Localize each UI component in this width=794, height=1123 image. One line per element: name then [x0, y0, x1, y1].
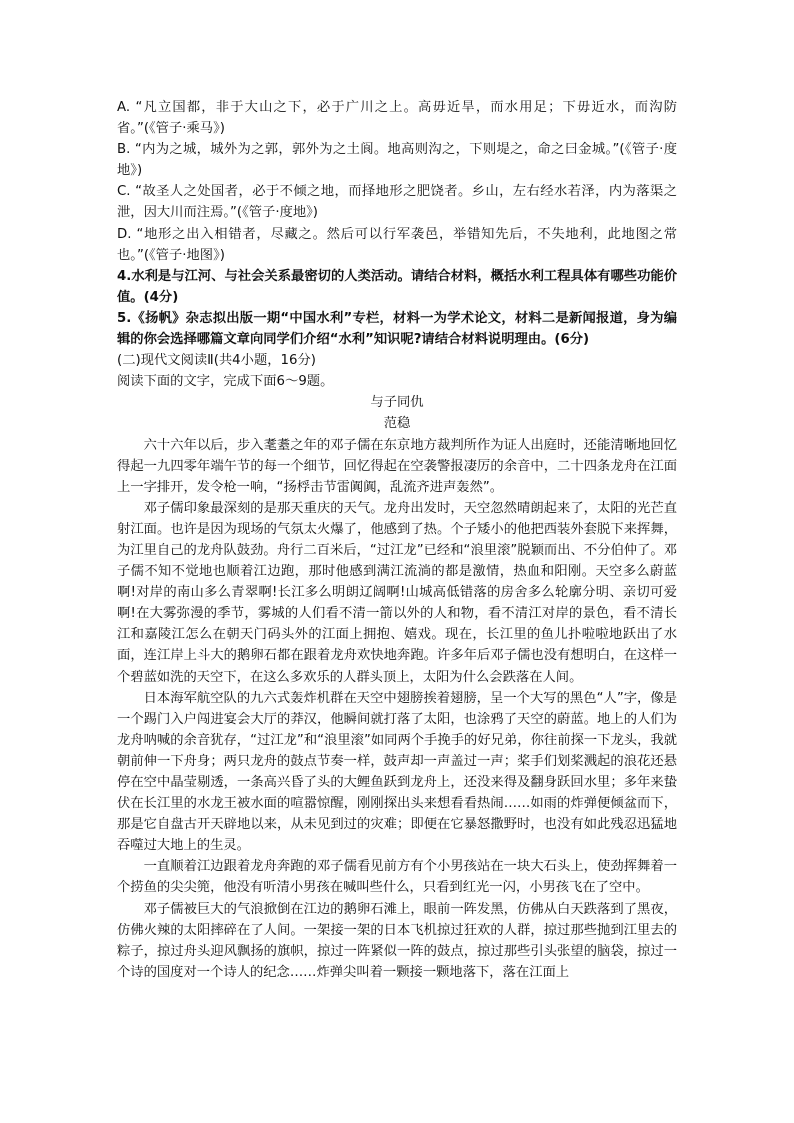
section-heading: (二)现代文阅读Ⅱ(共4小题，16分) [117, 353, 316, 369]
option-a: A. “凡立国都，非于大山之下，必于广川之上。高毋近旱，而水用足；下毋近水，而沟防省。”(《管子·乘马》) [117, 100, 677, 137]
option-b: B. “内为之城，城外为之郭，郭外为之土阆。地高则沟之，下则堤之，命之曰金城。”(《管子·度地》) [117, 142, 677, 179]
section-instruction: 阅读下面的文字，完成下面6～9题。 [117, 374, 334, 390]
article-paragraph-3: 日本海军航空队的九六式轰炸机群在天空中翅膀挨着翅膀，呈一个大写的黑色“人”字，像是一个踢门入户闯进宴会大厅的莽汉，他瞬间就打落了太阳，也涂鸦了天空的蔚蓝。地上的人们为龙舟呐喊的余音犹存，“过江龙”和“浪里滚”如同两个手挽手的好兄弟，你往前探一下龙头，我就朝前伸一下舟身；两只龙舟的鼓点节奏一样，鼓声却一声盖过一声；桨手们划桨溅起的浪花还悬停在空中晶莹剔透，一条高兴昏了头的大鲤鱼跃到龙舟上，还没来得及翻身跃回水里；多年来蛰伏在长江里的水龙王被水面的喧嚣惊醒，刚刚探出头来想看看热闹……如雨的炸弹便倾盆而下，那是它自盘古开天辟地以来，从未见到过的灾难；即便在它暴怒撒野时，也没有如此残忍迅猛地吞噬过大地上的生灵。 [117, 690, 677, 854]
question-5: 5.《扬帆》杂志拟出版一期“中国水利”专栏，材料一为学术论文，材料二是新闻报道，身为编辑的你会选择哪篇文章向同学们介绍“水利”知识呢?请结合材料说明理由。(6分) [117, 310, 677, 348]
document-page [117, 97, 677, 983]
article-title: 与子同仇 [370, 395, 424, 411]
question-4: 4.水利是与江河、与社会关系最密切的人类活动。请结合材料，概括水利工程具体有哪些功能价值。(4分) [117, 268, 677, 305]
option-d: D. “地形之出入相错者，尽藏之。然后可以行军袭邑，举错知先后，不失地利，此地图之常也。”(《管子·地图》) [117, 226, 677, 263]
option-c: C. “故圣人之处国者，必于不倾之地，而择地形之肥饶者。乡山，左右经水若泽，内为落渠之泄，因大川而注焉。”(《管子·度地》) [117, 184, 677, 221]
article-paragraph-5: 邓子儒被巨大的气浪掀倒在江边的鹅卵石滩上，眼前一阵发黑，仿佛从白天跌落到了黑夜，仿佛火辣的太阳摔碎在了人间。一架接一架的日本飞机掠过狂欢的人群，掠过那些抛到江里去的粽子，掠过舟头迎风飘扬的旗帜，掠过一阵紧似一阵的鼓点，掠过那些引头张望的脑袋，掠过一个诗的国度对一个诗人的纪念……炸弹尖叫着一颗接一颗地落下，落在江面上 [117, 901, 677, 980]
article-paragraph-2: 邓子儒印象最深刻的是那天重庆的天气。龙舟出发时，天空忽然晴朗起来了，太阳的光芒直射江面。也许是因为现场的气氛太火爆了，他感到了热。个子矮小的他把西装外套脱下来挥舞，为江里自己的龙舟队鼓劲。舟行二百米后，“过江龙”已经和“浪里滚”脱颖而出、不分伯仲了。邓子儒不知不觉地也顺着江边跑，那时他感到满江流淌的都是激情，热血和阳刚。天空多么蔚蓝啊!对岸的南山多么青翠啊!长江多么明朗辽阔啊!山城高低错落的房舍多么轮廓分明、亲切可爱啊!在大雾弥漫的季节，雾城的人们看不清一箭以外的人和物，看不清江对岸的景色，看不清长江和嘉陵江怎么在朝天门码头外的江面上拥抱、嬉戏。现在，长江里的鱼儿扑啦啦地跃出了水面，连江岸上斗大的鹅卵石都在跟着龙舟欢快地奔跑。许多年后邓子儒也没有想明白，在这样一个碧蓝如洗的天空下，在这么多欢乐的人群头顶上，太阳为什么会跌落在人间。 [117, 500, 677, 685]
article-author: 范稳 [383, 416, 411, 432]
article-paragraph-1: 六十六年以后，步入耄耋之年的邓子儒在东京地方裁判所作为证人出庭时，还能清晰地回忆得起一九四零年端午节的每一个细节，回忆得起在空袭警报凄厉的余音中，二十四条龙舟在江面上一字排开，发令枪一响，“扬桴击节雷阗阗，乱流齐进声轰然”。 [117, 437, 677, 495]
article-paragraph-4: 一直顺着江边跟着龙舟奔跑的邓子儒看见前方有个小男孩站在一块大石头上，使劲挥舞着一个捞鱼的尖尖篼，他没有听清小男孩在喊叫些什么，只看到红光一闪，小男孩飞在了空中。 [117, 859, 677, 896]
